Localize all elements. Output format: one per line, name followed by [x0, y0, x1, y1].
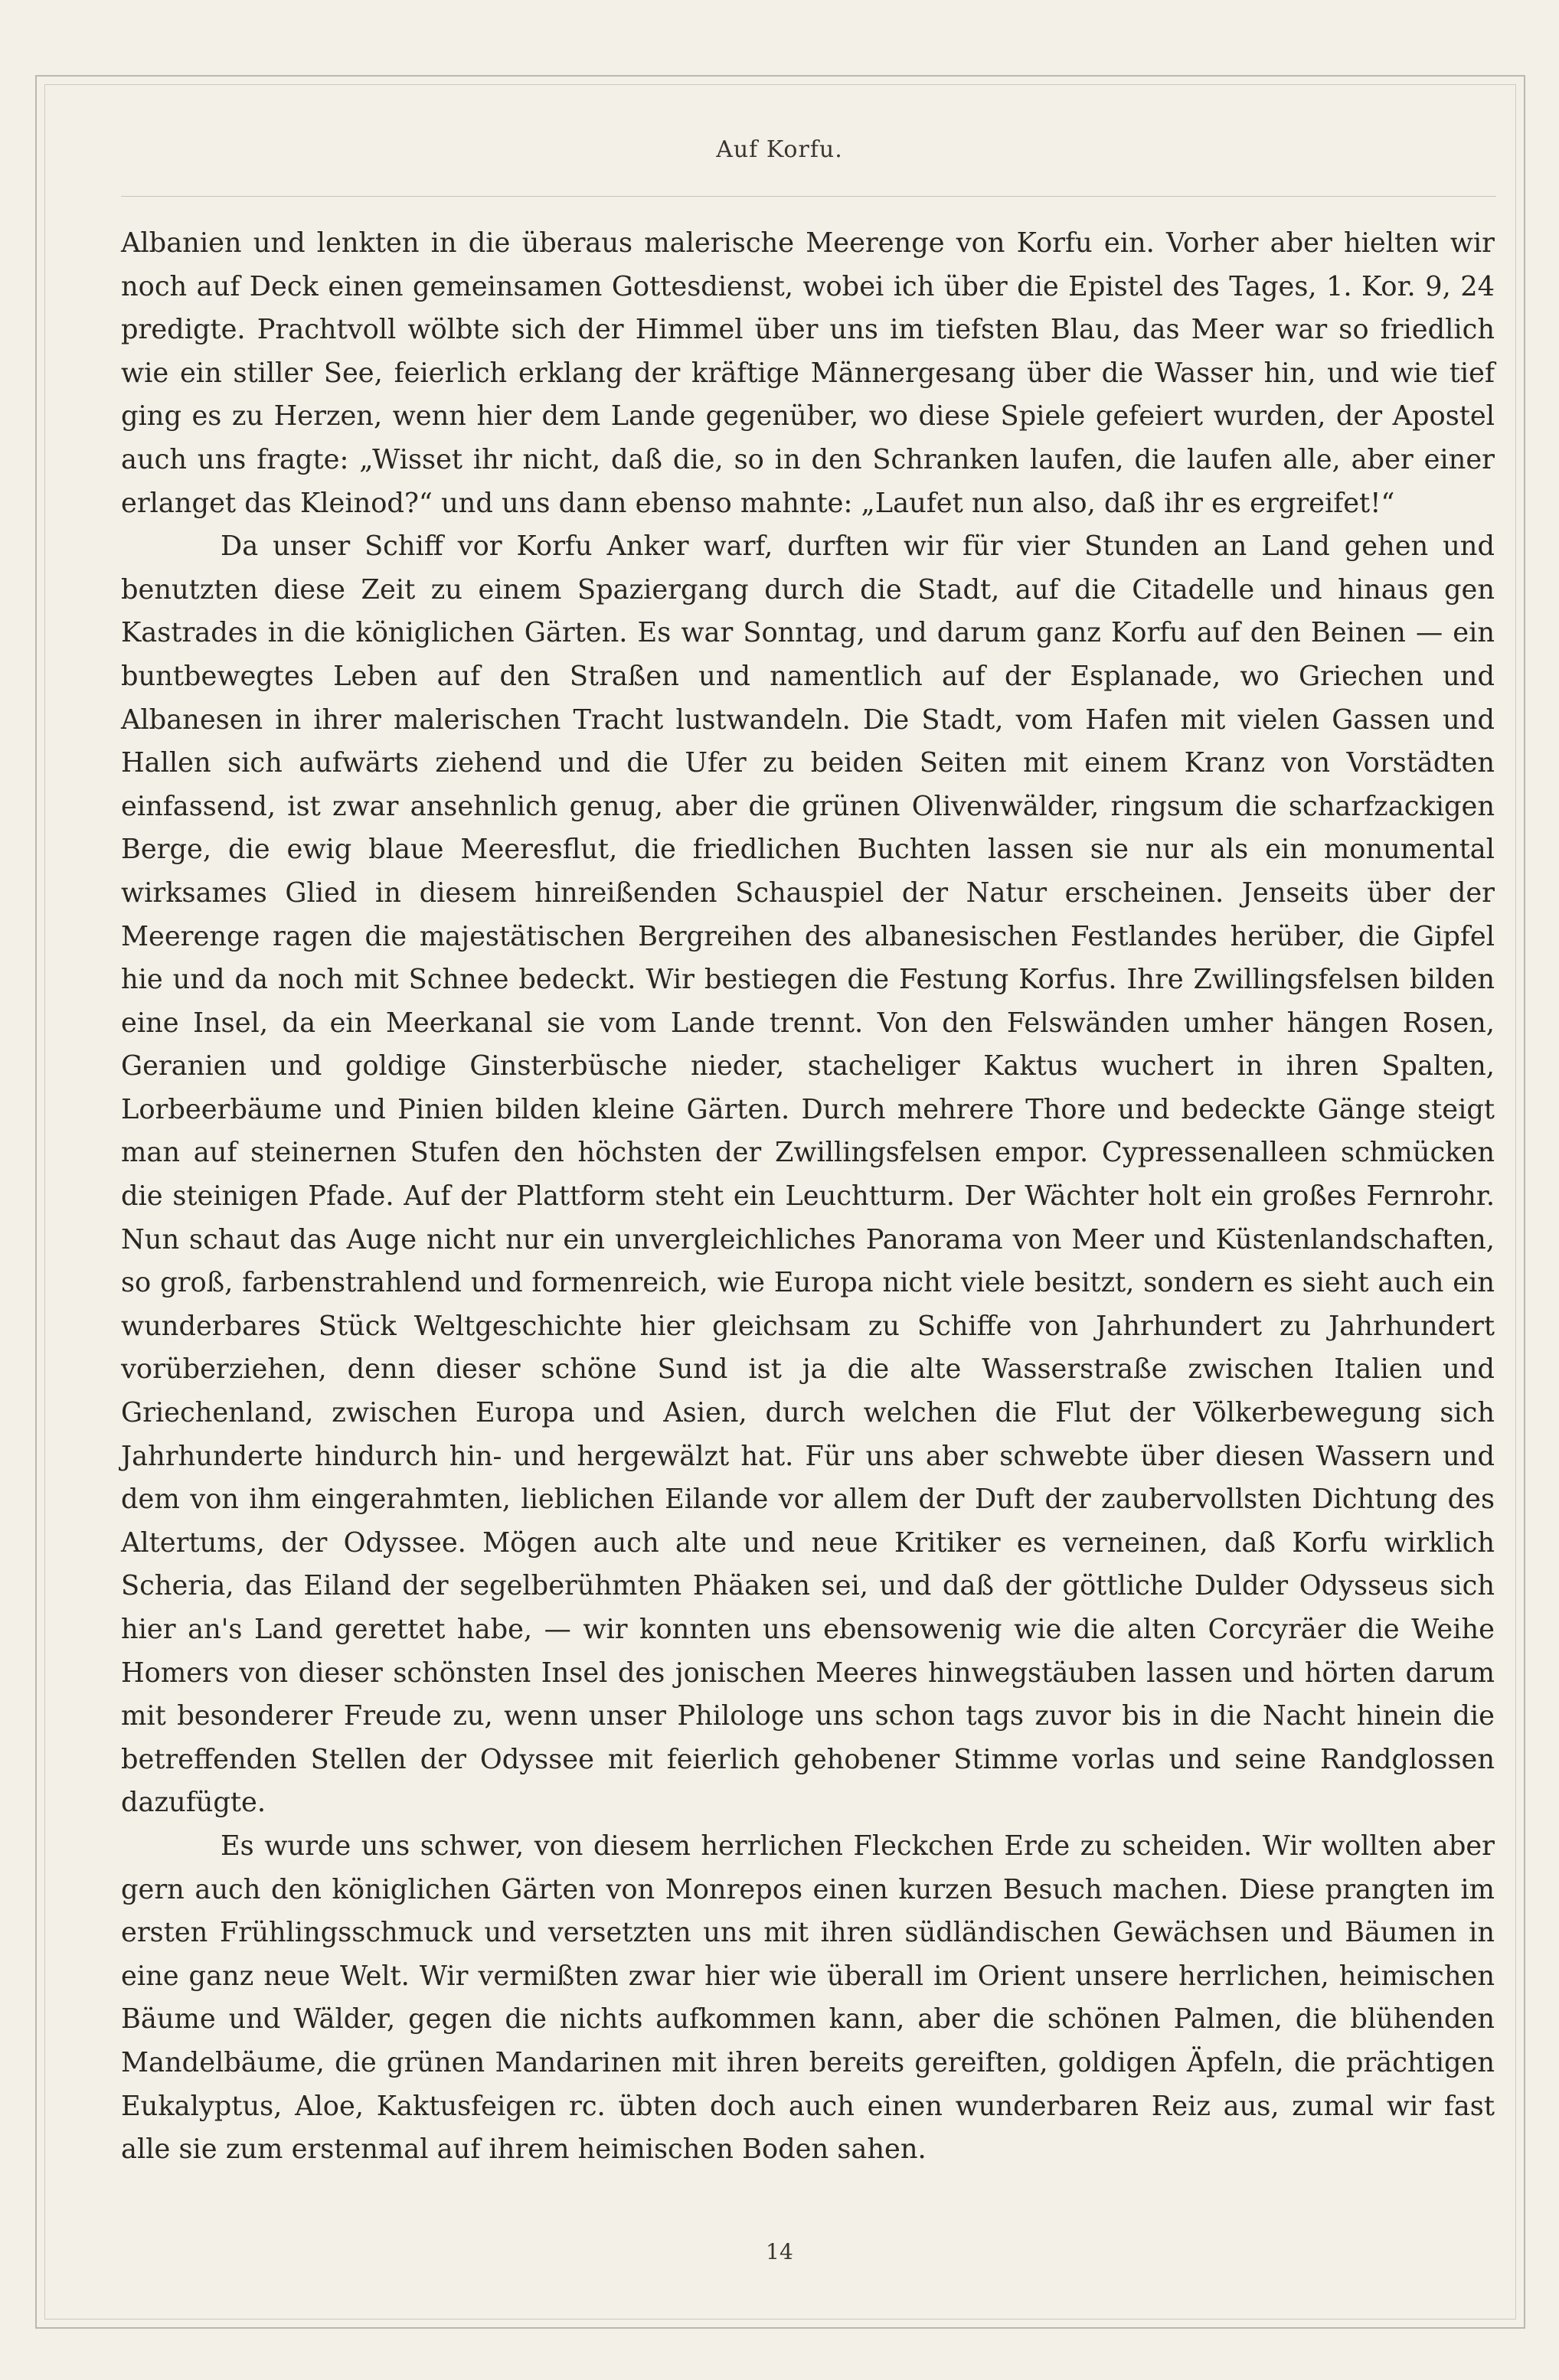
paragraph-1: Albanien und lenkten in die überaus malerische Meerenge von Korfu ein. Vorher aber hielten wir noch auf Deck einen gemeinsamen Gottesdienst, wobei ich über die Epistel des Tages, 1. Kor. 9, 24 predigte. Prachtvoll wölbte sich der Himmel über uns im tiefsten Blau, das Meer war so friedlich wie ein stiller See, feierlich erklang der kräftige Männergesang über die Wasser hin, und wie tief ging es zu Herzen, wenn hier dem Lande gegenüber, wo diese Spiele gefeiert wurden, der Apostel auch uns fragte: „Wisset ihr nicht, daß die, so in den Schranken laufen, die laufen alle, aber einer erlanget das Kleinod?“ und uns dann ebenso mahnte: „Laufet nun also, daß ihr es ergreifet!“ [121, 227, 1495, 519]
running-header: Auf Korfu. [716, 136, 843, 163]
header-divider [121, 196, 1496, 197]
paragraph-2: Da unser Schiff vor Korfu Anker warf, durften wir für vier Stunden an Land gehen und benutzten diese Zeit zu einem Spaziergang durch die Stadt, auf die Citadelle und hinaus gen Kastrades in die königlichen Gärten. Es war Sonntag, und darum ganz Korfu auf den Beinen — ein buntbewegtes Leben auf den Straßen und namentlich auf der Esplanade, wo Griechen und Albanesen in ihrer malerischen Tracht lustwandeln. Die Stadt, vom Hafen mit vielen Gassen und Hallen sich aufwärts ziehend und die Ufer zu beiden Seiten mit einem Kranz von Vorstädten einfassend, ist zwar ansehnlich genug, aber die grünen Olivenwälder, ringsum die scharfzackigen Berge, die ewig blaue Meeresflut, die friedlichen Buchten lassen sie nur als ein monumental wirksames Glied in diesem hinreißenden Schauspiel der Natur erscheinen. Jenseits über der Meerenge ragen die majestätischen Bergreihen des albanesischen Festlandes herüber, die Gipfel hie und da noch mit Schnee bedeckt. Wir bestiegen die Festung Korfus. Ihre Zwillingsfelsen bilden eine Insel, da ein Meerkanal sie vom Lande trennt. Von den Felswänden umher hängen Rosen, Geranien und goldige Ginsterbüsche nieder, stacheliger Kaktus wuchert in ihren Spalten, Lorbeerbäume und Pinien bilden kleine Gärten. Durch mehrere Thore und bedeckte Gänge steigt man auf steinernen Stufen den höchsten der Zwillingsfelsen empor. Cypressenalleen schmücken die steinigen Pfade. Auf der Plattform steht ein Leuchtturm. Der Wächter holt ein großes Fernrohr. Nun schaut das Auge nicht nur ein unvergleichliches Panorama von Meer und Küstenlandschaften, so groß, farbenstrahlend und formenreich, wie Europa nicht viele besitzt, sondern es sieht auch ein wunderbares Stück Weltgeschichte hier gleichsam zu Schiffe von Jahrhundert zu Jahrhundert vorüberziehen, denn dieser schöne Sund ist ja die alte Wasserstraße zwischen Italien und Griechenland, zwischen Europa und Asien, durch welchen die Flut der Völkerbewegung sich Jahrhunderte hindurch hin- und hergewälzt hat. Für uns aber schwebte über diesen Wassern und dem von ihm eingerahmten, lieblichen Eilande vor allem der Duft der zaubervollsten Dichtung des Altertums, der Odyssee. Mögen auch alte und neue Kritiker es verneinen, daß Korfu wirklich Scheria, das Eiland der segelberühmten Phäaken sei, und daß der göttliche Dulder Odysseus sich hier an's Land gerettet habe, — wir konnten uns ebensowenig wie die alten Corcyräer die Weihe Homers von dieser schönsten Insel des jonischen Meeres hinwegstäuben lassen und hörten darum mit besonderer Freude zu, wenn unser Philologe uns schon tags zuvor bis in die Nacht hinein die betreffenden Stellen der Odyssee mit feierlich gehobener Stimme vorlas und seine Randglossen dazufügte. [121, 531, 1495, 1819]
body-text [121, 222, 1495, 2172]
page-number: 14 [766, 2239, 793, 2264]
paragraph-3: Es wurde uns schwer, von diesem herrlichen Fleckchen Erde zu scheiden. Wir wollten aber gern auch den königlichen Gärten von Monrepos einen kurzen Besuch machen. Diese prangten im ersten Frühlingsschmuck und versetzten uns mit ihren südländischen Gewächsen und Bäumen in eine ganz neue Welt. Wir vermißten zwar hier wie überall im Orient unsere herrlichen, heimischen Bäume und Wälder, gegen die nichts aufkommen kann, aber die schönen Palmen, die blühenden Mandelbäume, die grünen Mandarinen mit ihren bereits gereiften, goldigen Äpfeln, die prächtigen Eukalyptus, Aloe, Kaktusfeigen rc. übten doch auch einen wunderbaren Reiz aus, zumal wir fast alle sie zum erstenmal auf ihrem heimischen Boden sahen. [121, 1830, 1495, 2166]
